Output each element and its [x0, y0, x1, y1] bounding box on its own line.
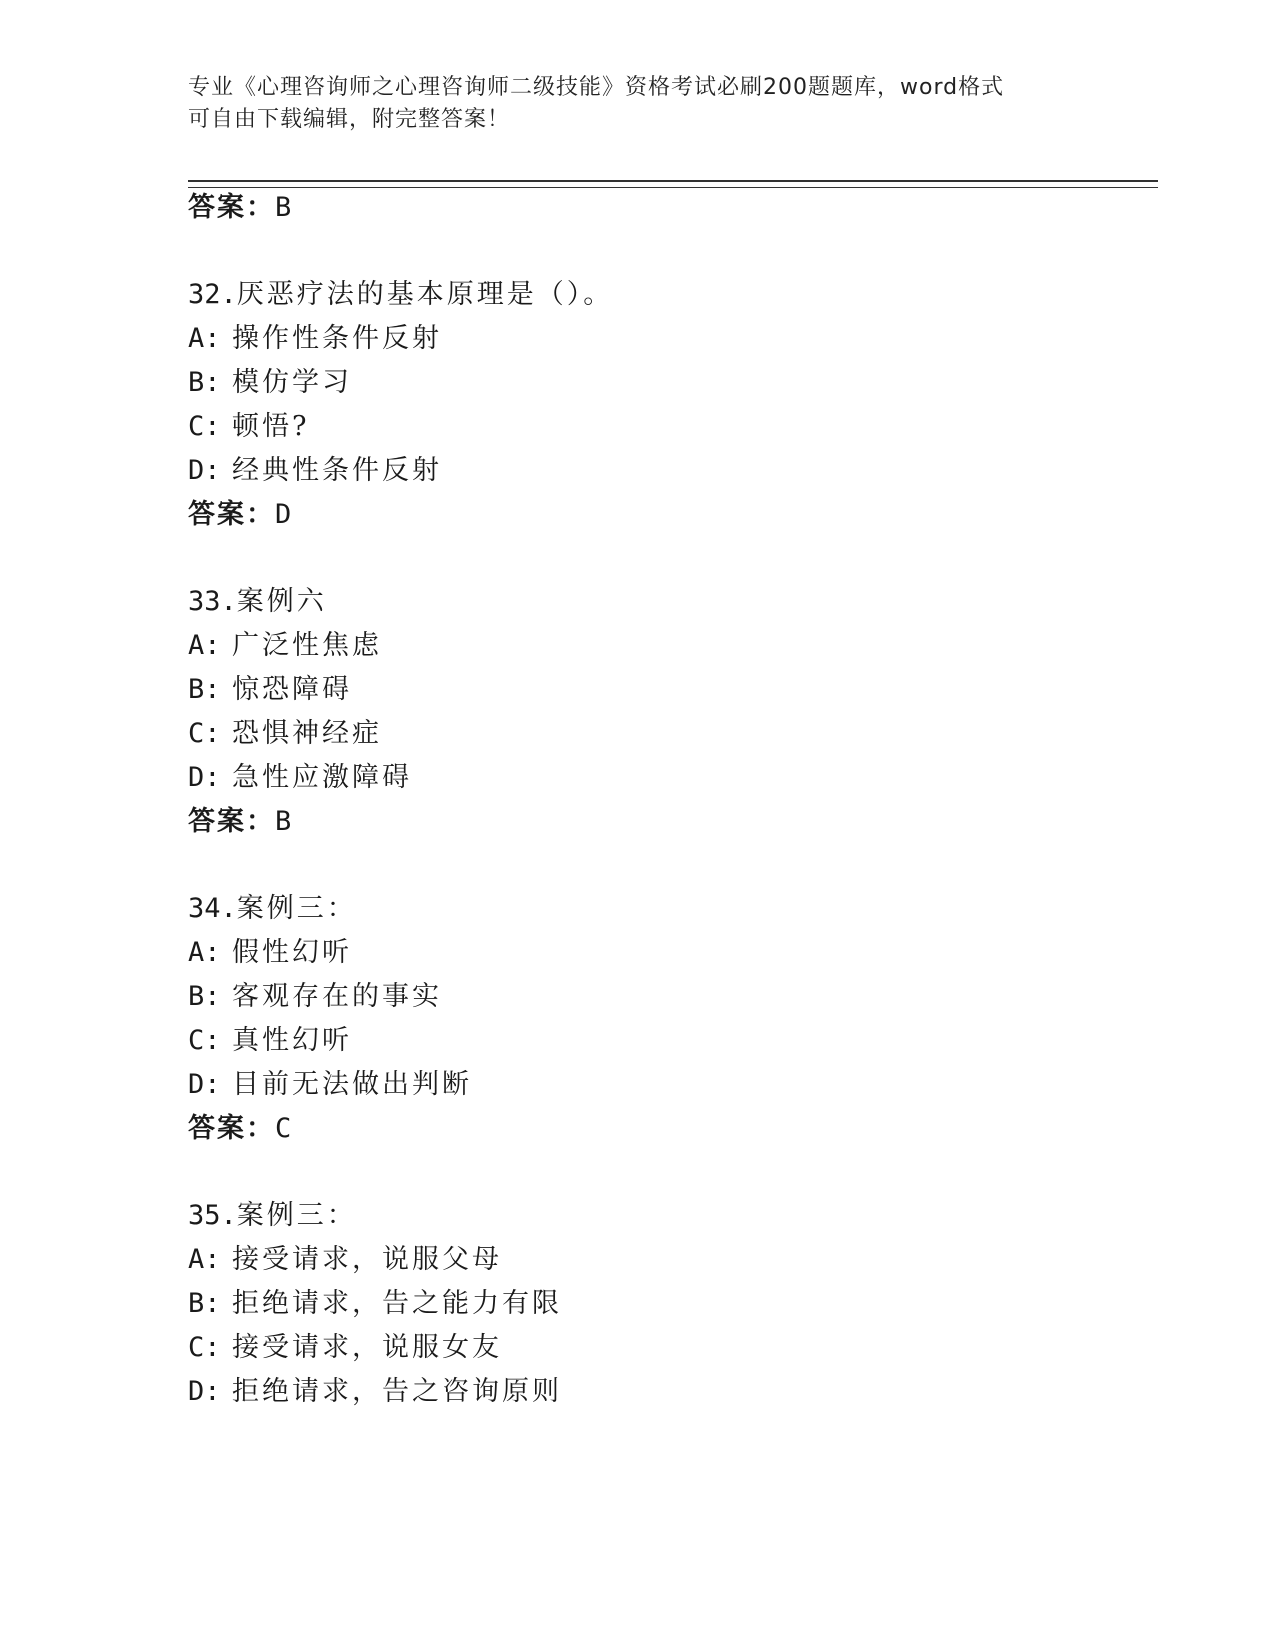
- option-key: C:: [188, 411, 221, 442]
- option-text: 拒绝请求，告之咨询原则: [232, 1376, 562, 1407]
- option-text: 假性幻听: [232, 937, 352, 968]
- option-b: [188, 672, 352, 708]
- answer-value: B: [275, 192, 294, 223]
- question-35: [188, 1198, 357, 1234]
- option-text: 真性幻听: [232, 1025, 352, 1056]
- document-header: [188, 72, 1068, 136]
- option-text: 惊恐障碍: [232, 674, 352, 705]
- option-c: [188, 716, 382, 752]
- option-b: [188, 1286, 562, 1322]
- option-d: [188, 453, 442, 489]
- question-33: [188, 584, 327, 620]
- option-key: D:: [188, 762, 221, 793]
- option-text: 模仿学习: [232, 367, 352, 398]
- option-text: 经典性条件反射: [232, 455, 442, 486]
- answer-line: [188, 1111, 293, 1147]
- option-key: A:: [188, 937, 221, 968]
- option-a: [188, 628, 382, 664]
- option-c: [188, 1330, 502, 1366]
- question-34: [188, 891, 357, 927]
- option-c: [188, 1023, 352, 1059]
- option-key: A:: [188, 323, 221, 354]
- option-text: 操作性条件反射: [232, 323, 442, 354]
- option-text: 接受请求，说服父母: [232, 1244, 502, 1275]
- option-key: D:: [188, 1069, 221, 1100]
- option-key: B:: [188, 674, 221, 705]
- option-text: 客观存在的事实: [232, 981, 442, 1012]
- option-key: A:: [188, 630, 221, 661]
- question-number: 32.: [188, 279, 237, 310]
- answer-line: [188, 190, 293, 226]
- option-text: 接受请求，说服女友: [232, 1332, 502, 1363]
- option-text: 顿悟?: [232, 411, 310, 442]
- question-text: 厌恶疗法的基本原理是（）。: [236, 279, 614, 310]
- question-number: 34.: [188, 893, 237, 924]
- question-number: 33.: [188, 586, 237, 617]
- answer-value: B: [275, 806, 294, 837]
- option-d: [188, 760, 412, 796]
- question-text: 案例三：: [236, 1200, 357, 1231]
- option-key: B:: [188, 367, 221, 398]
- question-text: 案例三：: [236, 893, 357, 924]
- option-key: C:: [188, 1332, 221, 1363]
- option-a: [188, 321, 442, 357]
- answer-label: 答案：: [188, 499, 275, 530]
- option-key: A:: [188, 1244, 221, 1275]
- option-text: 急性应激障碍: [232, 762, 412, 793]
- option-b: [188, 979, 442, 1015]
- answer-label: 答案：: [188, 192, 275, 223]
- question-32: [188, 277, 613, 313]
- option-key: C:: [188, 1025, 221, 1056]
- option-a: [188, 1242, 502, 1278]
- answer-value: C: [275, 1113, 294, 1144]
- header-divider: [188, 180, 1158, 188]
- option-d: [188, 1067, 472, 1103]
- option-key: C:: [188, 718, 221, 749]
- option-text: 目前无法做出判断: [232, 1069, 472, 1100]
- answer-value: D: [275, 499, 294, 530]
- option-text: 广泛性焦虑: [232, 630, 382, 661]
- option-text: 拒绝请求，告之能力有限: [232, 1288, 562, 1319]
- answer-line: [188, 497, 293, 533]
- option-text: 恐惧神经症: [232, 718, 382, 749]
- option-a: [188, 935, 352, 971]
- header-line-1: 专业《心理咨询师之心理咨询师二级技能》资格考试必刷200题题库，word格式: [188, 75, 1005, 100]
- option-b: [188, 365, 352, 401]
- option-c: [188, 409, 309, 445]
- answer-line: [188, 804, 293, 840]
- question-text: 案例六: [236, 586, 327, 617]
- answer-label: 答案：: [188, 806, 275, 837]
- header-line-2: 可自由下载编辑，附完整答案！: [188, 107, 511, 132]
- question-number: 35.: [188, 1200, 237, 1231]
- option-key: B:: [188, 981, 221, 1012]
- option-key: D:: [188, 1376, 221, 1407]
- option-d: [188, 1374, 562, 1410]
- option-key: D:: [188, 455, 221, 486]
- answer-label: 答案：: [188, 1113, 275, 1144]
- option-key: B:: [188, 1288, 221, 1319]
